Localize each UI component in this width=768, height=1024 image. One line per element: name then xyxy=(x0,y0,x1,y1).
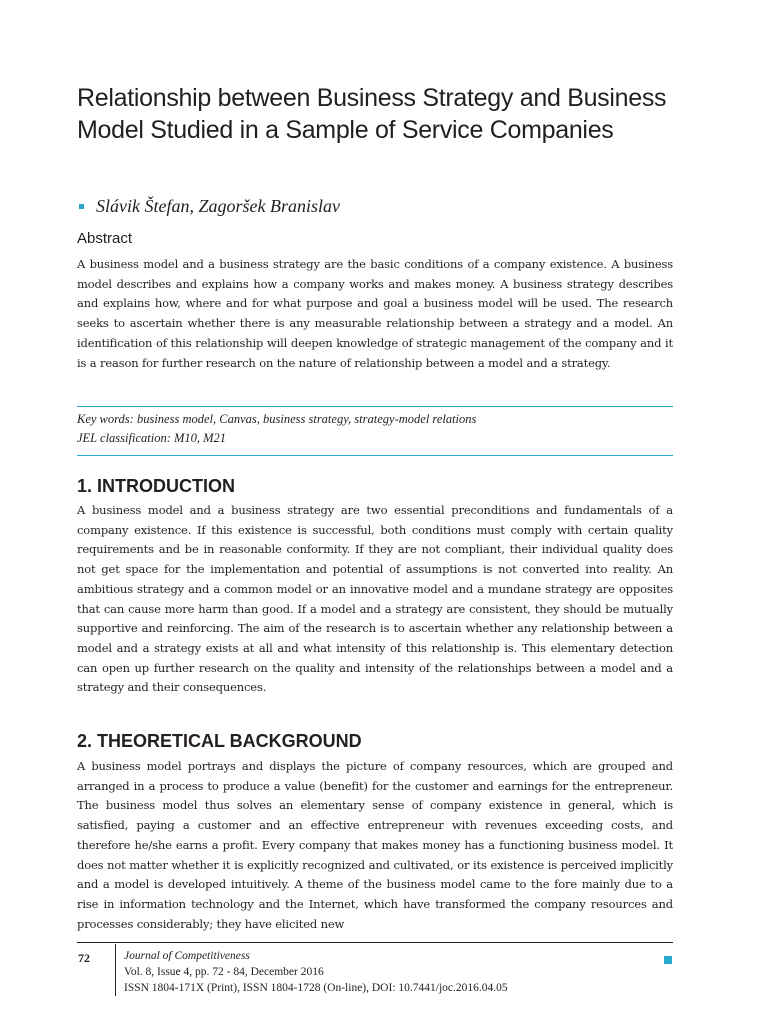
keywords-bottom-divider xyxy=(77,455,673,456)
author-bullet-icon xyxy=(79,204,84,209)
footer-divider xyxy=(77,942,673,943)
keywords-top-divider xyxy=(77,406,673,407)
issn-doi: ISSN 1804-171X (Print), ISSN 1804-1728 (On-line), DOI: 10.7441/joc.2016.04.05 xyxy=(124,982,508,994)
jel-classification: JEL classification: M10, M21 xyxy=(77,431,227,445)
abstract-heading: Abstract xyxy=(77,230,133,247)
footer-vertical-divider xyxy=(115,944,116,996)
author-line xyxy=(77,194,340,218)
keywords: Key words: business model, Canvas, business strategy, strategy-model relations xyxy=(77,412,477,426)
authors: Slávik Štefan, Zagoršek Branislav xyxy=(96,195,340,216)
theoretical-background-heading: 2. THEORETICAL BACKGROUND xyxy=(77,731,362,751)
journal-name: Journal of Competitiveness xyxy=(124,950,250,962)
introduction-heading: 1. INTRODUCTION xyxy=(77,476,236,496)
page-number: 72 xyxy=(78,951,90,965)
theoretical-background-text: A business model portrays and displays the picture of company resources, which are grouped and arranged in a process to produce a value (benefit) for the customer and earnings for the entrepreneur. The business model thus solves an elementary sense of company existence in general, which is satisfied, paying a customer and an effective entrepreneur with revenues exceeding costs, and therefore he/she earns a profit. Every company that makes money has a functioning business model. It does not matter whether it is explicitly recognized and cultivated, or its existence is perceived implicitly and a model is developed intuitively. A theme of the business model came to the fore mainly due to a rise in information technology and the Internet, which have transformed the company resources and processes considerably; they have elicited new xyxy=(77,759,673,931)
square-marker-icon xyxy=(664,956,672,964)
paper-title: Relationship between Business Strategy and Business Model Studied in a Sample of Service Companies xyxy=(77,84,667,144)
abstract-text: A business model and a business strategy are the basic conditions of a company existence. A business model describes and explains how a company works and makes money. A business strategy describes and explains how, where and for what purpose and goal a business model will be used. The research seeks to ascertain whether there is any measurable relationship between a strategy and a model. An identification of this relationship will deepen knowledge of strategic management of the company and it is a reason for further research on the nature of relationship between a model and a strategy. xyxy=(77,257,673,370)
introduction-text: A business model and a business strategy are two essential preconditions and fundamentals of a company existence. If this existence is successful, both conditions must comply with certain quality requirements and be in reasonable conformity. If they are not compliant, their individual quality does not get space for the implementation and potential of assumptions is not converted into reality. An ambitious strategy and a common model or an innovative model and a mundane strategy are opposites that can cause more harm than good. If a model and a strategy are consistent, they should be mutually supportive and reinforcing. The aim of the research is to ascertain whether any relationship between a model and a strategy exists at all and what intensity of this relationship is. This elementary detection can open up further research on the quality and intensity of the relationships between a model and a strategy and their consequences. xyxy=(77,503,673,695)
volume-info: Vol. 8, Issue 4, pp. 72 - 84, December 2016 xyxy=(124,966,324,978)
